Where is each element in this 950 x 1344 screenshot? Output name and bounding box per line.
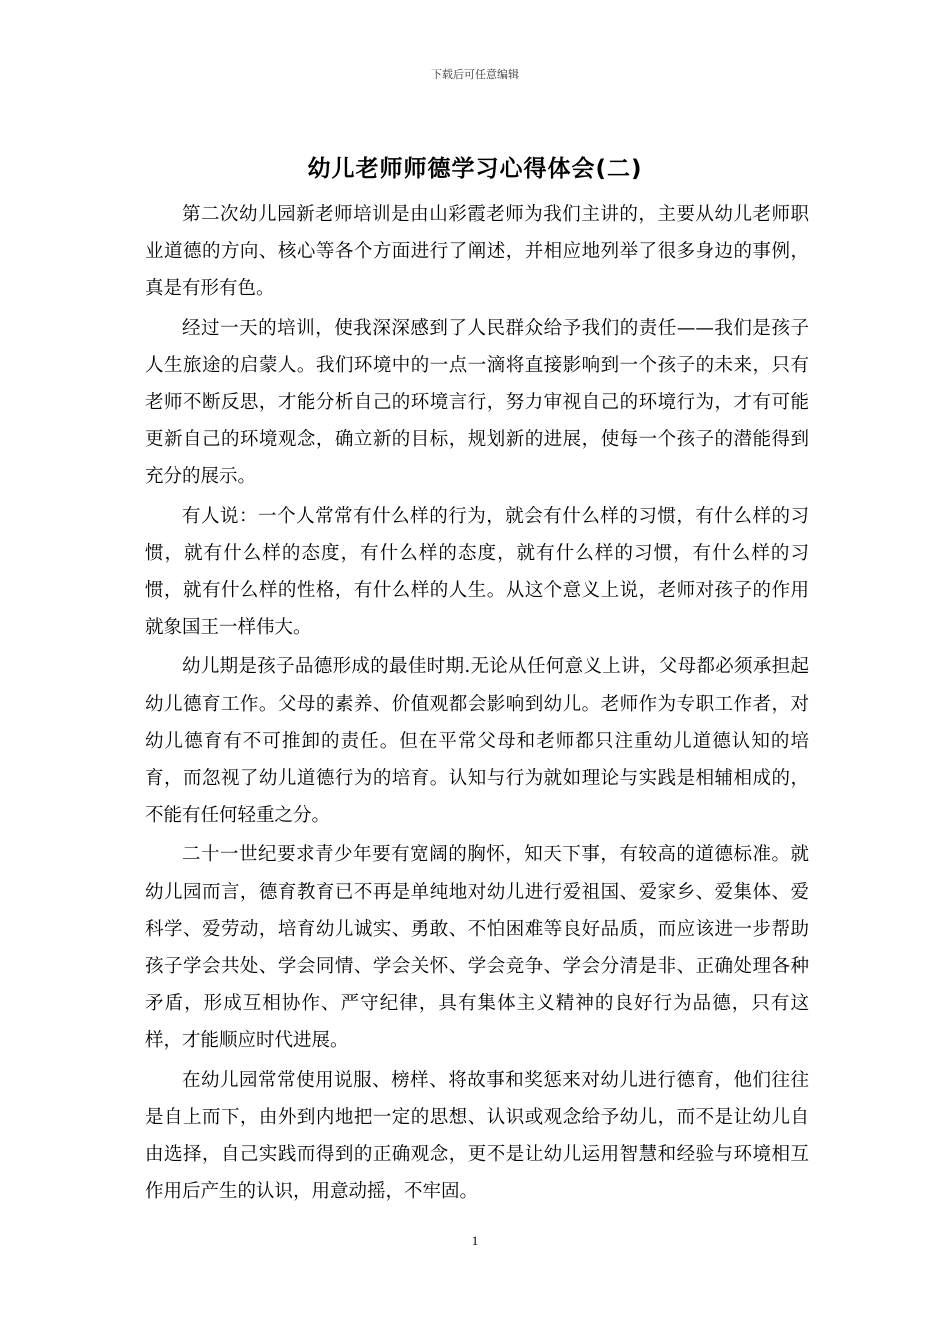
document-title: 幼儿老师师德学习心得体会(二) [307,156,643,182]
paragraph: 幼儿期是孩子品德形成的最佳时期.无论从任何意义上讲，父母都必须承担起幼儿德育工作。父母的素养、价值观都会影响到幼儿。老师作为专职工作者，对幼儿德育有不可推卸的责任。但在平常父母和老师都只注重幼儿道德认知的培育，而忽视了幼儿道德行为的培育。认知与行为就如理论与实践是相辅相成的，不能有任何轻重之分。 [145,656,809,827]
page-number: 1 [471,1233,479,1248]
paragraph: 在幼儿园常常使用说服、榜样、将故事和奖惩来对幼儿进行德育，他们往往是自上而下，由外到内地把一定的思想、认识或观念给予幼儿，而不是让幼儿自由选择，自己实践而得到的正确观念，更不是让幼儿运用智慧和经验与环境相互作用后产生的认识，用意动摇，不牢固。 [145,1069,809,1203]
paragraph: 二十一世纪要求青少年要有宽阔的胸怀，知天下事，有较高的道德标准。就幼儿园而言，德育教育已不再是单纯地对幼儿进行爱祖国、爱家乡、爱集体、爱科学、爱劳动，培育幼儿诚实、勇敢、不怕困难等良好品质，而应该进一步帮助孩子学会共处、学会同情、学会关怀、学会竞争、学会分清是非、正确处理各种矛盾，形成互相协作、严守纪律，具有集体主义精神的良好行为品德，只有这样，才能顺应时代进展。 [145,844,809,1052]
paragraph: 第二次幼儿园新老师培训是由山彩霞老师为我们主讲的，主要从幼儿老师职业道德的方向、核心等各个方面进行了阐述，并相应地列举了很多身边的事例，真是有形有色。 [145,204,809,300]
document-body [145,196,809,1212]
page-header-note: 下载后可任意编辑 [431,68,519,81]
paragraph: 经过一天的培训，使我深深感到了人民群众给予我们的责任——我们是孩子人生旅途的启蒙人。我们环境中的一点一滴将直接影响到一个孩子的未来，只有老师不断反思，才能分析自己的环境言行，努力审视自己的环境行为，才有可能更新自己的环境观念，确立新的目标，规划新的进展，使每一个孩子的潜能得到充分的展示。 [145,317,809,488]
paragraph: 有人说：一个人常常有什么样的行为，就会有什么样的习惯，有什么样的习惯，就有什么样的态度，有什么样的态度，就有什么样的习惯，有什么样的习惯，就有什么样的性格，有什么样的人生。从这个意义上说，老师对孩子的作用就象国王一样伟大。 [145,505,809,639]
